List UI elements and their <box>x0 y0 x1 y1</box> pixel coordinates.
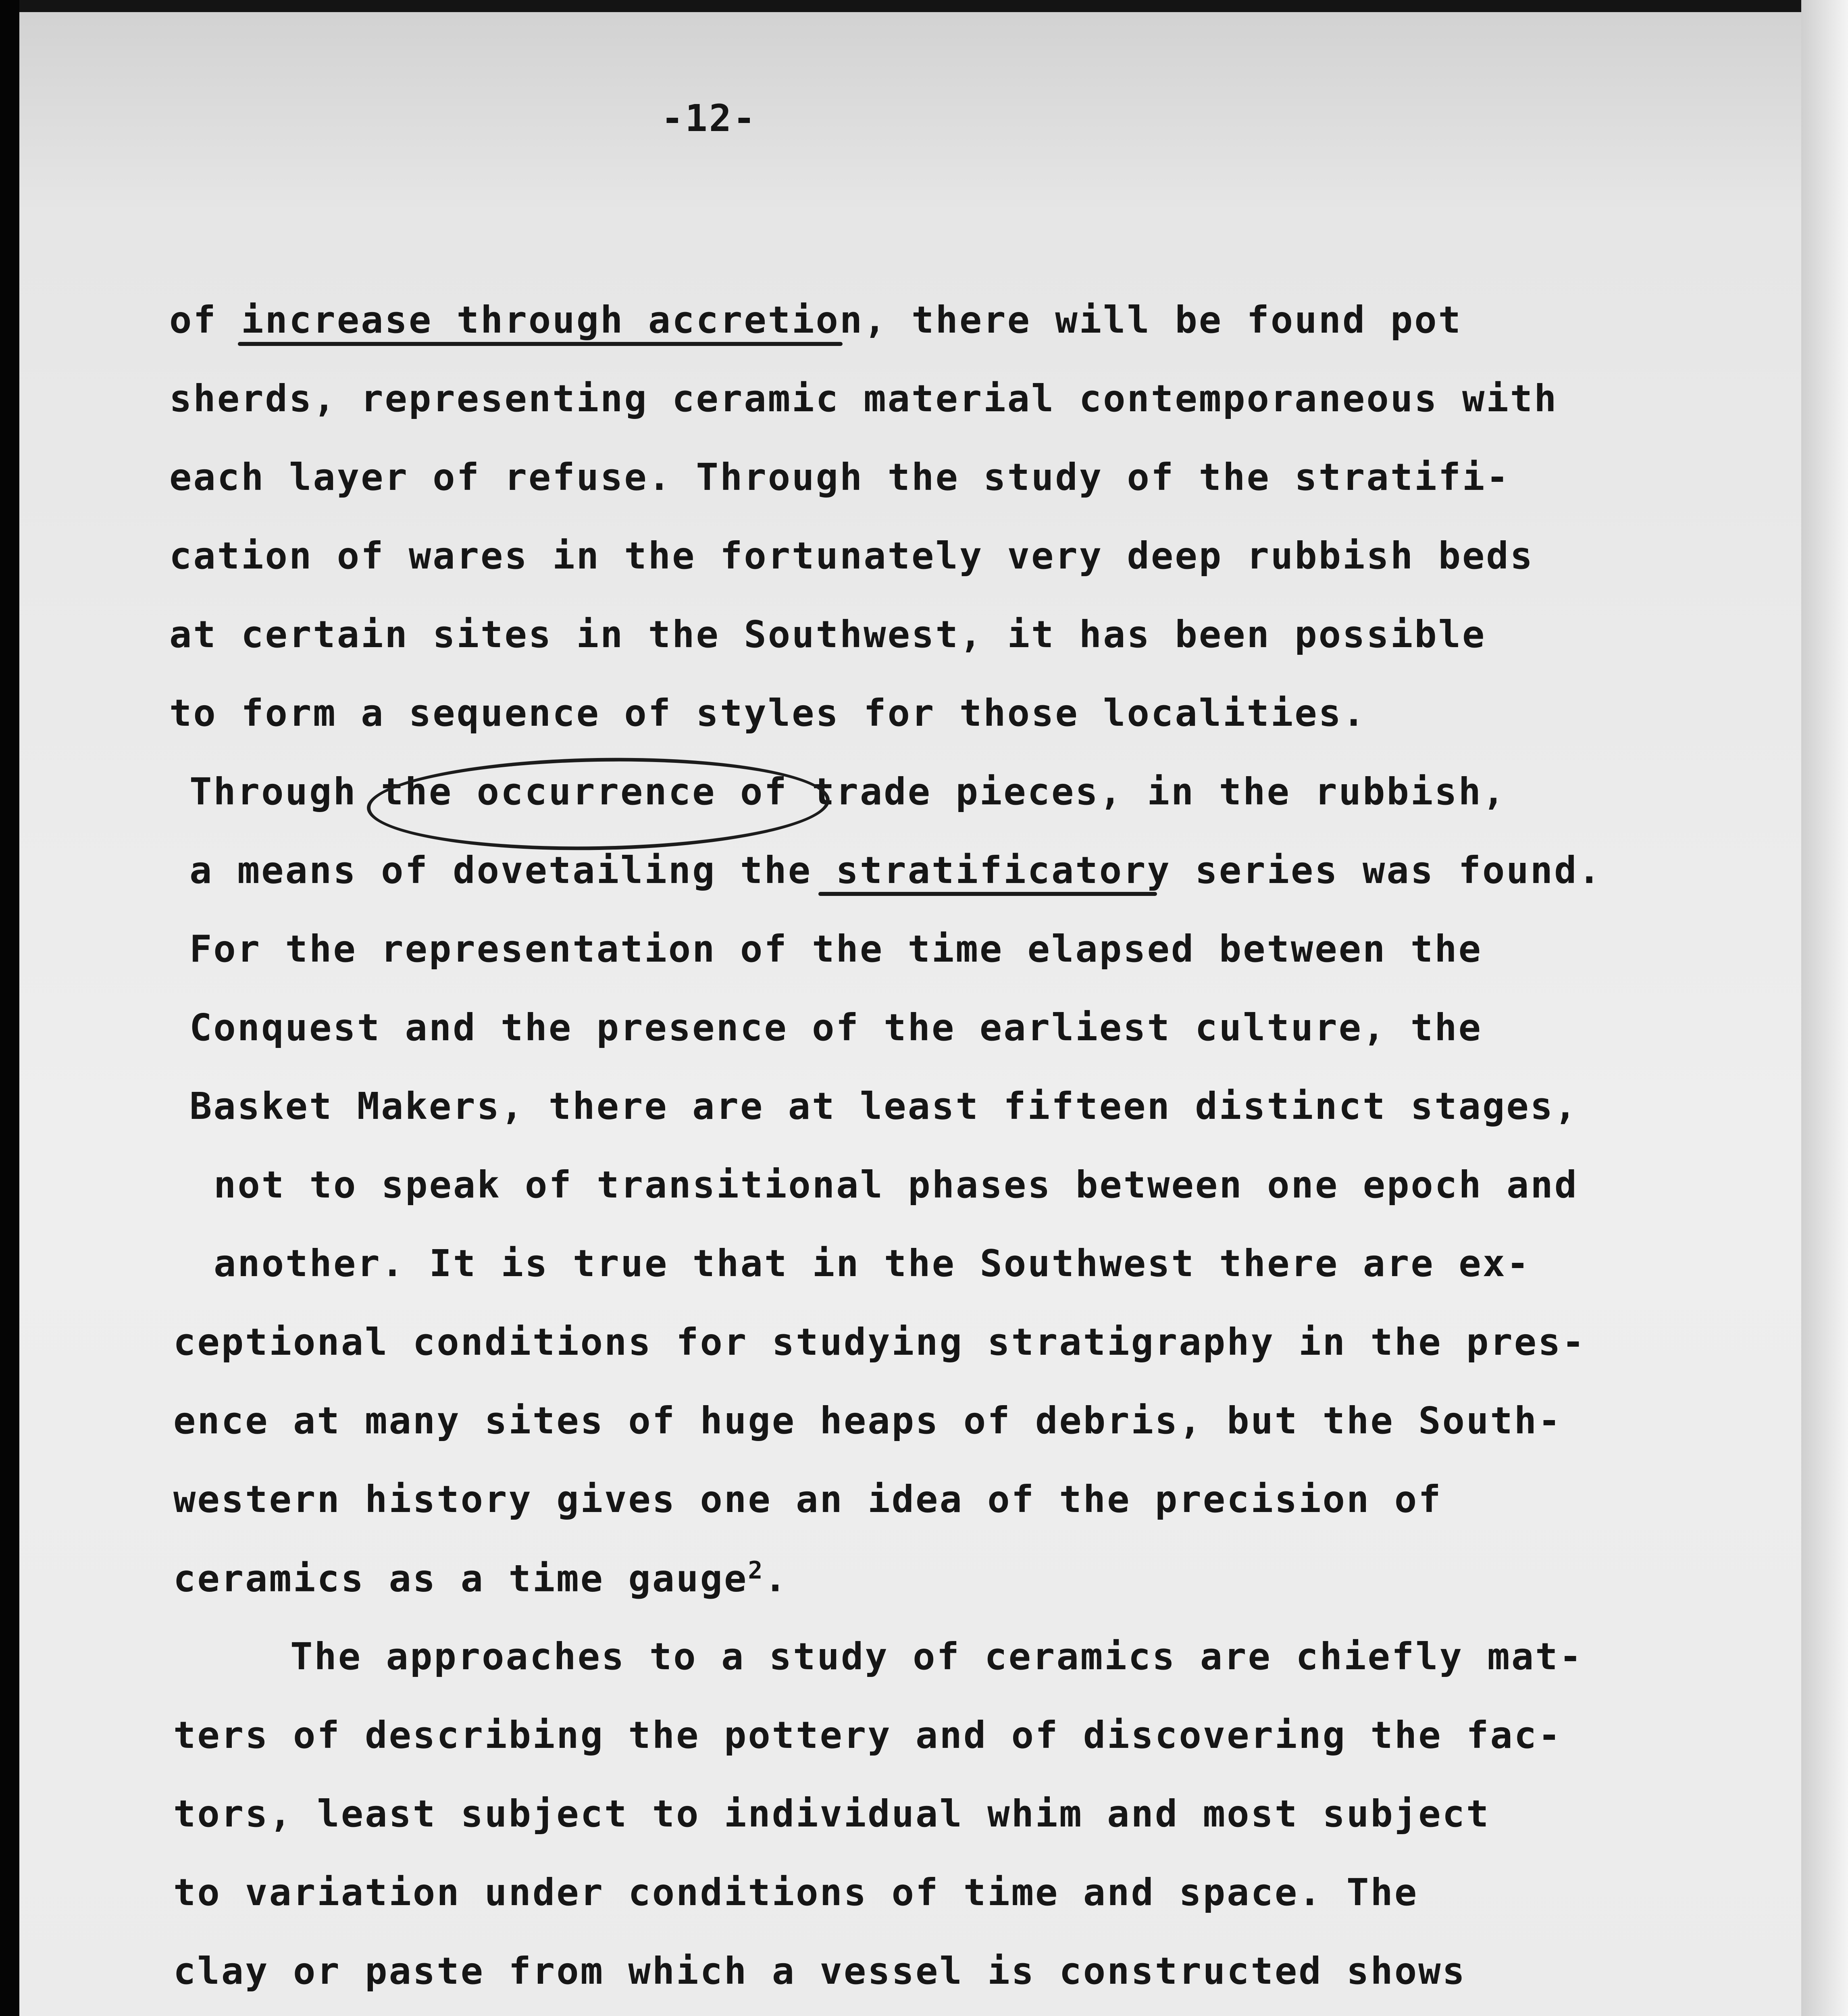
text-line: Through the occurrence of trade pieces, in the rubbish, <box>189 770 1507 813</box>
text-line: clay or paste from which a vessel is constructed shows <box>173 1949 1466 1993</box>
text-line: at certain sites in the Southwest, it has been possible <box>169 613 1486 656</box>
text-line: of increase through accretion, there will be found pot <box>169 298 1462 342</box>
page-edge <box>1801 0 1848 2016</box>
line-period: . <box>764 1557 788 1600</box>
text-line: ters of describing the pottery and of discovering the fac- <box>173 1714 1562 1757</box>
text-line: ceptional conditions for studying stratigraphy in the pres- <box>173 1320 1586 1364</box>
text-line: to form a sequence of styles for those localities. <box>169 691 1367 735</box>
text-line: a means of dovetailing the stratificatory series was found. <box>189 849 1602 892</box>
text-line: For the representation of the time elapsed between the <box>189 927 1482 971</box>
text-line: tors, least subject to individual whim and most subject <box>173 1792 1490 1835</box>
film-edge <box>0 0 19 2016</box>
footnote-reference: 2 <box>748 1556 764 1585</box>
line-text: ceramics as a time gauge <box>173 1557 748 1600</box>
page-number: -12- <box>661 97 757 140</box>
text-line: not to speak of transitional phases between one epoch and <box>214 1163 1579 1206</box>
text-line <box>173 1556 788 1600</box>
text-line: western history gives one an idea of the precision of <box>173 1478 1442 1521</box>
text-line: The approaches to a study of ceramics are chiefly mat- <box>290 1635 1583 1678</box>
text-line: each layer of refuse. Through the study of the stratifi- <box>169 456 1510 499</box>
text-line: cation of wares in the fortunately very deep rubbish beds <box>169 534 1534 577</box>
text-line: to variation under conditions of time and space. The <box>173 1871 1419 1914</box>
text-line: another. It is true that in the Southwest there are ex- <box>214 1242 1531 1285</box>
text-line: Conquest and the presence of the earliest culture, the <box>189 1006 1482 1049</box>
text-line: sherds, representing ceramic material contemporaneous with <box>169 377 1558 420</box>
handwritten-underline <box>238 342 843 346</box>
handwritten-underline <box>818 892 1157 896</box>
text-line: Basket Makers, there are at least fifteen distinct stages, <box>189 1085 1578 1128</box>
text-line: ence at many sites of huge heaps of debris, but the South- <box>173 1399 1562 1442</box>
